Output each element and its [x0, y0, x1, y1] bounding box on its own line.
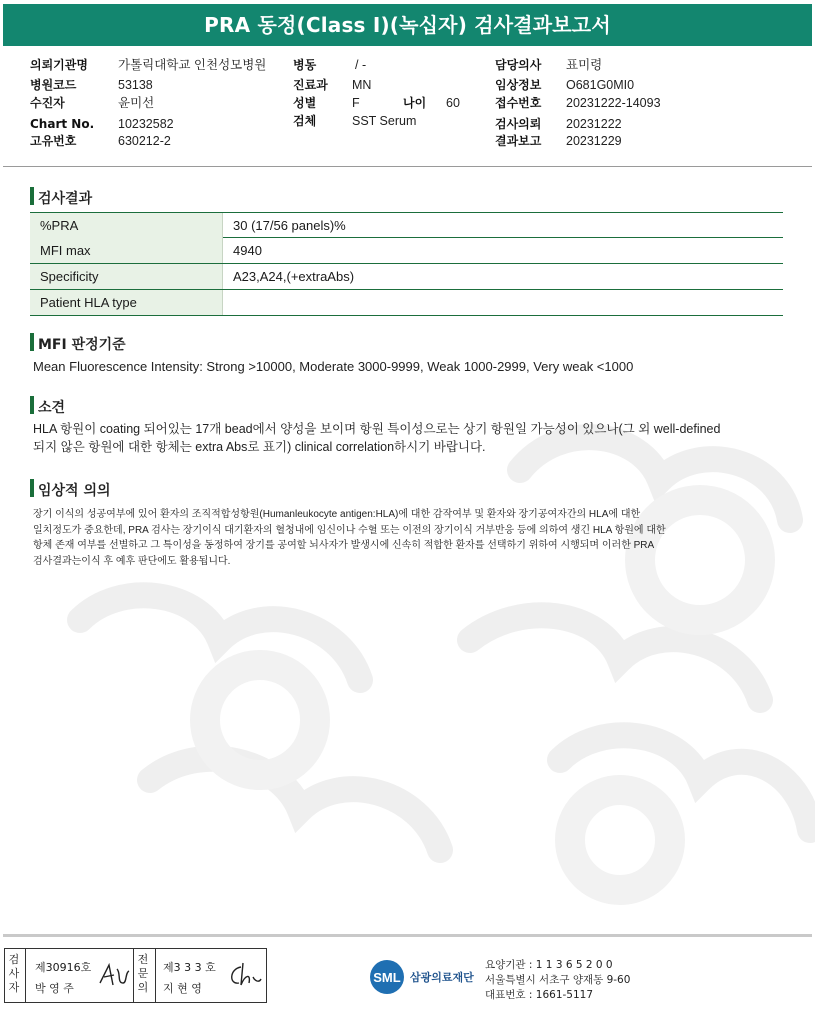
field-value: 630212-2: [118, 134, 171, 148]
field-value: 10232582: [118, 117, 174, 131]
field-value: 표미령: [566, 58, 603, 72]
field-key: 진료과: [293, 78, 328, 92]
field-value: 20231222: [566, 117, 622, 131]
footer-info-line: 서울특별시 서초구 양재동 9-60: [485, 974, 631, 986]
footer-info-line: 대표번호 : 1661-5117: [485, 989, 594, 1001]
clinical-line: 일치정도가 중요한데, PRA 검사는 장기이식 대기환자의 혈청내에 임신이나 수혈 또는 이전의 장기이식 거부반응 등에 의하여 생긴 HLA 항원에 대한: [33, 524, 666, 536]
sml-logo-icon: [367, 959, 407, 995]
clinical-line: 검사결과는이식 후 예후 판단에도 활용됩니다.: [33, 555, 231, 567]
tester-name: 박 영 주: [35, 982, 74, 995]
vertical-char: 검: [8, 953, 20, 966]
field-key: 접수번호: [495, 96, 542, 110]
field-key: 병원코드: [30, 78, 77, 92]
vertical-char: 전: [137, 953, 149, 966]
row-value: A23,A24,(+extraAbs): [233, 269, 355, 284]
section-label: MFI 판정기준: [38, 337, 126, 353]
field-value: / -: [355, 58, 367, 72]
reviewer-vertical-label: [136, 953, 150, 995]
section-marker: [30, 187, 34, 205]
row-key: MFI max: [30, 238, 223, 263]
vertical-char: 사: [8, 967, 20, 980]
field-key: 결과보고: [495, 134, 542, 148]
section-label: 임상적 의의: [38, 483, 111, 499]
field-key: 성별: [293, 96, 317, 110]
field-key: 담당의사: [495, 58, 542, 72]
signature-box: [4, 948, 267, 1003]
results-table: [30, 212, 783, 316]
opinion-text: [33, 420, 720, 456]
section-marker: [30, 396, 34, 414]
field-value: 윤미선: [118, 96, 155, 110]
row-key: Specificity: [30, 264, 223, 289]
section-label: 소견: [38, 400, 66, 416]
field-key: 고유번호: [30, 134, 77, 148]
clinical-line: 장기 이식의 성공여부에 있어 환자의 조직적합성항원(Humanleukocyte antigen:HLA)에 대한 감작여부 및 환자와 장기공여자간의 HLA에 대한: [33, 509, 641, 520]
field-value: 20231222-14093: [566, 96, 661, 110]
svg-text:SML: SML: [373, 970, 401, 985]
reviewer-name: 지 현 영: [163, 982, 202, 995]
row-value: 4940: [233, 243, 262, 258]
reviewer-signature: [227, 961, 263, 989]
vertical-char: 문: [137, 967, 149, 980]
table-row: [30, 212, 783, 238]
header-divider: [3, 166, 812, 167]
section-label: 검사결과: [38, 191, 93, 207]
field-value: 53138: [118, 78, 153, 92]
field-value: MN: [352, 78, 372, 92]
opinion-line: HLA 항원이 coating 되어있는 17개 bead에서 양성을 보이며 항원 특이성으로는 상기 항원일 가능성이 있으나(그 외 well-defined: [33, 422, 721, 436]
field-key: 수진자: [30, 96, 65, 110]
divider-line: [155, 949, 156, 1002]
field-value: 가톨릭대학교 인천성모병원: [118, 58, 267, 72]
vertical-char: 자: [8, 981, 20, 994]
field-value: SST Serum: [352, 114, 417, 128]
field-key: 의뢰기관명: [30, 58, 88, 72]
field-value: 60: [446, 96, 460, 110]
section-marker: [30, 333, 34, 351]
table-row: [30, 290, 783, 316]
field-value: O681G0MI0: [566, 78, 635, 92]
table-row: [30, 238, 783, 264]
vertical-char: 의: [137, 981, 149, 994]
table-row: [30, 264, 783, 290]
field-key: 병동: [293, 58, 317, 72]
tester-license-number: 제30916호: [35, 961, 92, 974]
row-key: Patient HLA type: [30, 290, 223, 315]
field-value: F: [352, 96, 360, 110]
report-title: PRA 동정(Class I)(녹십자) 검사결과보고서: [3, 4, 812, 46]
field-value: 20231229: [566, 134, 622, 148]
section-marker: [30, 479, 34, 497]
row-value: 30 (17/56 panels)%: [233, 218, 346, 233]
reviewer-license-number: 제3 3 3 호: [163, 961, 216, 974]
footer-info-line: 요양기관 : 1 1 3 6 5 2 0 0: [485, 959, 613, 971]
clinical-line: 항체 존재 여부를 선별하고 그 특이성을 동정하여 장기를 공여할 뇌사자가 발생시에 신속히 적합한 환자를 선택하기 위하여 시행되며 이러한 PRA: [33, 540, 655, 551]
tester-signature: [97, 961, 131, 989]
divider-line: [133, 949, 134, 1002]
row-key: %PRA: [30, 213, 223, 238]
field-key: Chart No.: [30, 117, 95, 131]
opinion-line: 되지 않은 항원에 대한 항체는 extra Abs로 표기) clinical correlation하시기 바랍니다.: [33, 440, 486, 454]
field-key: 검사의뢰: [495, 117, 542, 131]
tester-vertical-label: [7, 953, 21, 995]
divider-line: [25, 949, 26, 1002]
foundation-name: 삼광의료재단: [410, 971, 474, 984]
footer-divider: [3, 934, 812, 937]
field-key: 나이: [403, 96, 427, 110]
field-key: 검체: [293, 114, 317, 128]
mfi-criteria-text: Mean Fluorescence Intensity: Strong >10000, Moderate 3000-9999, Weak 1000-2999, Very weak <1000: [33, 359, 634, 374]
field-key: 임상정보: [495, 78, 542, 92]
clinical-text: [33, 507, 666, 569]
